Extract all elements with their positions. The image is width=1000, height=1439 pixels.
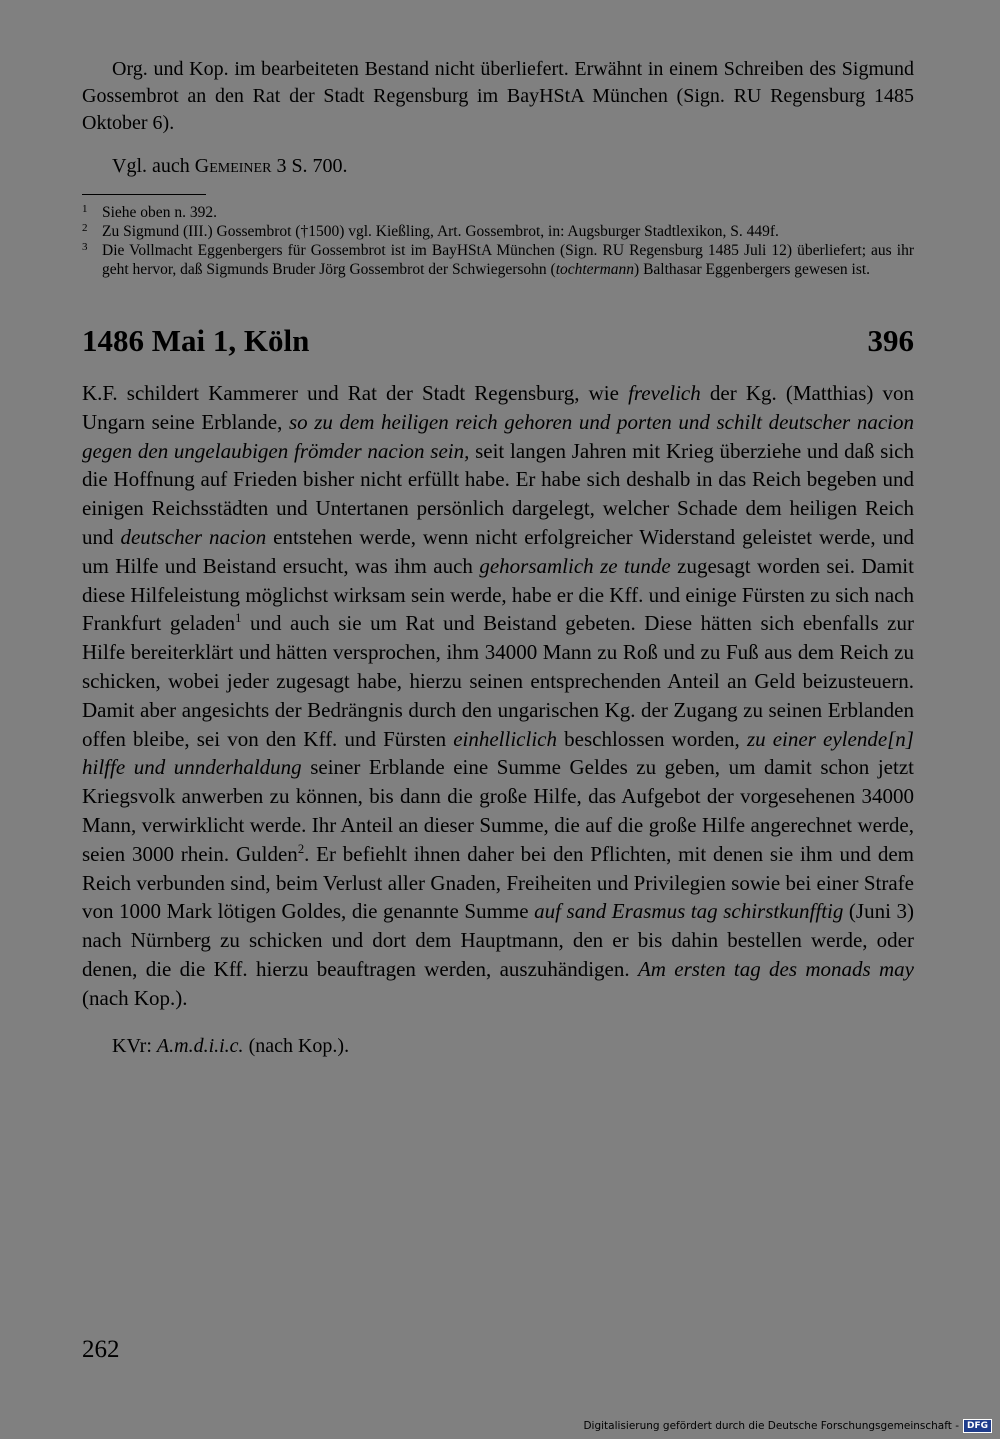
footnote-number: 2 bbox=[82, 222, 88, 234]
regest-text-run: seiner Erblande eine Summe Geldes zu geben, um damit schon jetzt Kriegsvolk anwerben zu können, bis dann die große Hilfe, das Aufgebot der vorgesehenen 34000 Mann, verwirklicht werde. Ihr Anteil an dieser Summe, die auf die große Hilfe angerechnet werde, seien 3000 rhein. Gulden bbox=[82, 755, 914, 866]
regest-text bbox=[82, 379, 914, 1013]
regest-text-run: der Kg. (Matthias) von Ungarn seine Erblande, bbox=[82, 381, 914, 434]
quoted-source-text: gehorsamlich ze tunde bbox=[479, 553, 671, 578]
footnote-number: 1 bbox=[82, 203, 88, 215]
regest-text-run: und auch sie um Rat und Beistand gebeten. Diese hätten sich ebenfalls zur Hilfe bereiterklärt und hätten versprochen, ihm 34000 Mann zu Roß und zu Fuß aus dem Reich zu schicken, wobei jeder zugesagt habe, hierzu seinen entsprechenden Anteil an Geld beizusteuern. Damit aber angesichts der Bedrängnis durch den ungarischen Kg. der Zugang zu seinen Erblanden offen bleibe, sei von den Kff. und Fürsten bbox=[82, 611, 914, 751]
footnote-text-part: Die Vollmacht Eggenbergers für Gossembrot ist im BayHStA München (Sign. RU Regensburg 1485 Juli 12) überliefert; aus ihr geht hervor, daß Sigmunds Bruder Jörg Gossembrot der Schwiegersohn ( bbox=[102, 242, 914, 278]
regest-text-run: K.F. schildert Kammerer und Rat der Stadt Regensburg, wie bbox=[82, 381, 629, 405]
entry-number: 396 bbox=[867, 323, 914, 358]
footnote-text-italic: tochtermann bbox=[555, 261, 635, 278]
footnote-marker: 2 bbox=[297, 841, 305, 856]
quoted-source-text: frevelich bbox=[628, 381, 701, 405]
regest-text-run: seit langen Jahren mit Krieg überziehe und daß sich die Hoffnung auf Frieden bisher nicht erfüllt habe. Er habe sich deshalb in das Reich begeben und einigen Reichsstädten und Untertanen persönlich dargelegt, welcher Schade dem heiligen Reich und bbox=[82, 438, 915, 549]
entry-heading bbox=[82, 321, 914, 361]
quoted-source-text: Am ersten tag des monads may bbox=[637, 956, 914, 981]
regest-text-run: . Er befiehlt ihnen daher bei den Pflichten, mit denen sie ihm und dem Reich verbunden sind, beim Verlust aller Gnaden, Freiheiten und Privilegien sowie bei einer Strafe von 1000 Mark lötigen Goldes, die genannte Summe bbox=[82, 841, 914, 924]
page-number: 262 bbox=[82, 1336, 120, 1363]
kvr-suffix: (nach Kop.). bbox=[243, 1034, 350, 1057]
kvr-italic: A.m.d.i.i.c. bbox=[156, 1034, 244, 1057]
footer-text: Digitalisierung gefördert durch die Deutsche Forschungsgemeinschaft - bbox=[583, 1420, 959, 1432]
dfg-logo: DFG bbox=[963, 1419, 992, 1433]
literature-reference bbox=[112, 153, 914, 180]
footnote-number: 3 bbox=[82, 241, 88, 253]
footer-credit bbox=[583, 1419, 992, 1433]
vgl-prefix: Vgl. auch bbox=[112, 155, 195, 177]
quoted-source-text: deutscher nacion bbox=[120, 524, 267, 549]
kanzleivermerk bbox=[112, 1033, 914, 1060]
regest-text-run: beschlossen worden, bbox=[557, 726, 747, 751]
footnote bbox=[82, 241, 914, 279]
regest-text-run: (Juni 3) nach Nürnberg zu schicken und dort dem Hauptmann, den er bis dahin bestellen werde, oder denen, die die Kff. hierzu beauftragen werden, auszuhändigen. bbox=[82, 899, 914, 981]
regest-text-run: entstehen werde, wenn nicht erfolgreicher Widerstand geleistet werde, und um Hilfe und Beistand ersucht, was ihm auch bbox=[82, 524, 915, 578]
quoted-source-text: auf sand Erasmus tag schirstkunfftig bbox=[534, 899, 844, 924]
footnote-text: Siehe oben n. 392. bbox=[102, 204, 217, 221]
footnote bbox=[82, 222, 914, 241]
footnote-marker: 1 bbox=[235, 611, 242, 626]
quoted-source-text: einhelliclich bbox=[453, 726, 557, 751]
footnote-text bbox=[102, 241, 914, 279]
footnote-divider bbox=[82, 194, 206, 195]
quoted-source-text: so zu dem heiligen reich gehoren und porten und schilt deutscher nacion gegen den ungelaubigen frömder nacion sein, bbox=[82, 409, 914, 463]
entry-date-place: 1486 Mai 1, Köln bbox=[82, 323, 310, 358]
footnote-text: Zu Sigmund (III.) Gossembrot (†1500) vgl. Kießling, Art. Gossembrot, in: Augsburger Stadtlexikon, S. 449f. bbox=[102, 223, 779, 240]
kvr-prefix: KVr: bbox=[112, 1034, 157, 1057]
quoted-source-text: zu einer eylende[n] hilffe und unnderhaldung bbox=[82, 726, 914, 780]
vgl-author: Gemeiner bbox=[194, 155, 272, 177]
footnote bbox=[82, 203, 914, 222]
regest-text-run: (nach Kop.). bbox=[82, 985, 188, 1010]
footnote-text-part: ) Balthasar Eggenbergers gewesen ist. bbox=[634, 261, 871, 278]
regest-text-run: zugesagt worden sei. Damit diese Hilfeleistung möglichst wirksam sein werde, habe er die Kff. und einige Fürsten zu sich nach Frankfurt geladen bbox=[82, 553, 914, 636]
vgl-ref: 3 S. 700. bbox=[271, 155, 348, 177]
document-page bbox=[82, 56, 914, 1060]
source-note: Org. und Kop. im bearbeiteten Bestand nicht überliefert. Erwähnt in einem Schreiben des Sigmund Gossembrot an den Rat der Stadt Regensburg im BayHStA München (Sign. RU Regensburg 1485 Oktober 6). bbox=[82, 58, 914, 134]
